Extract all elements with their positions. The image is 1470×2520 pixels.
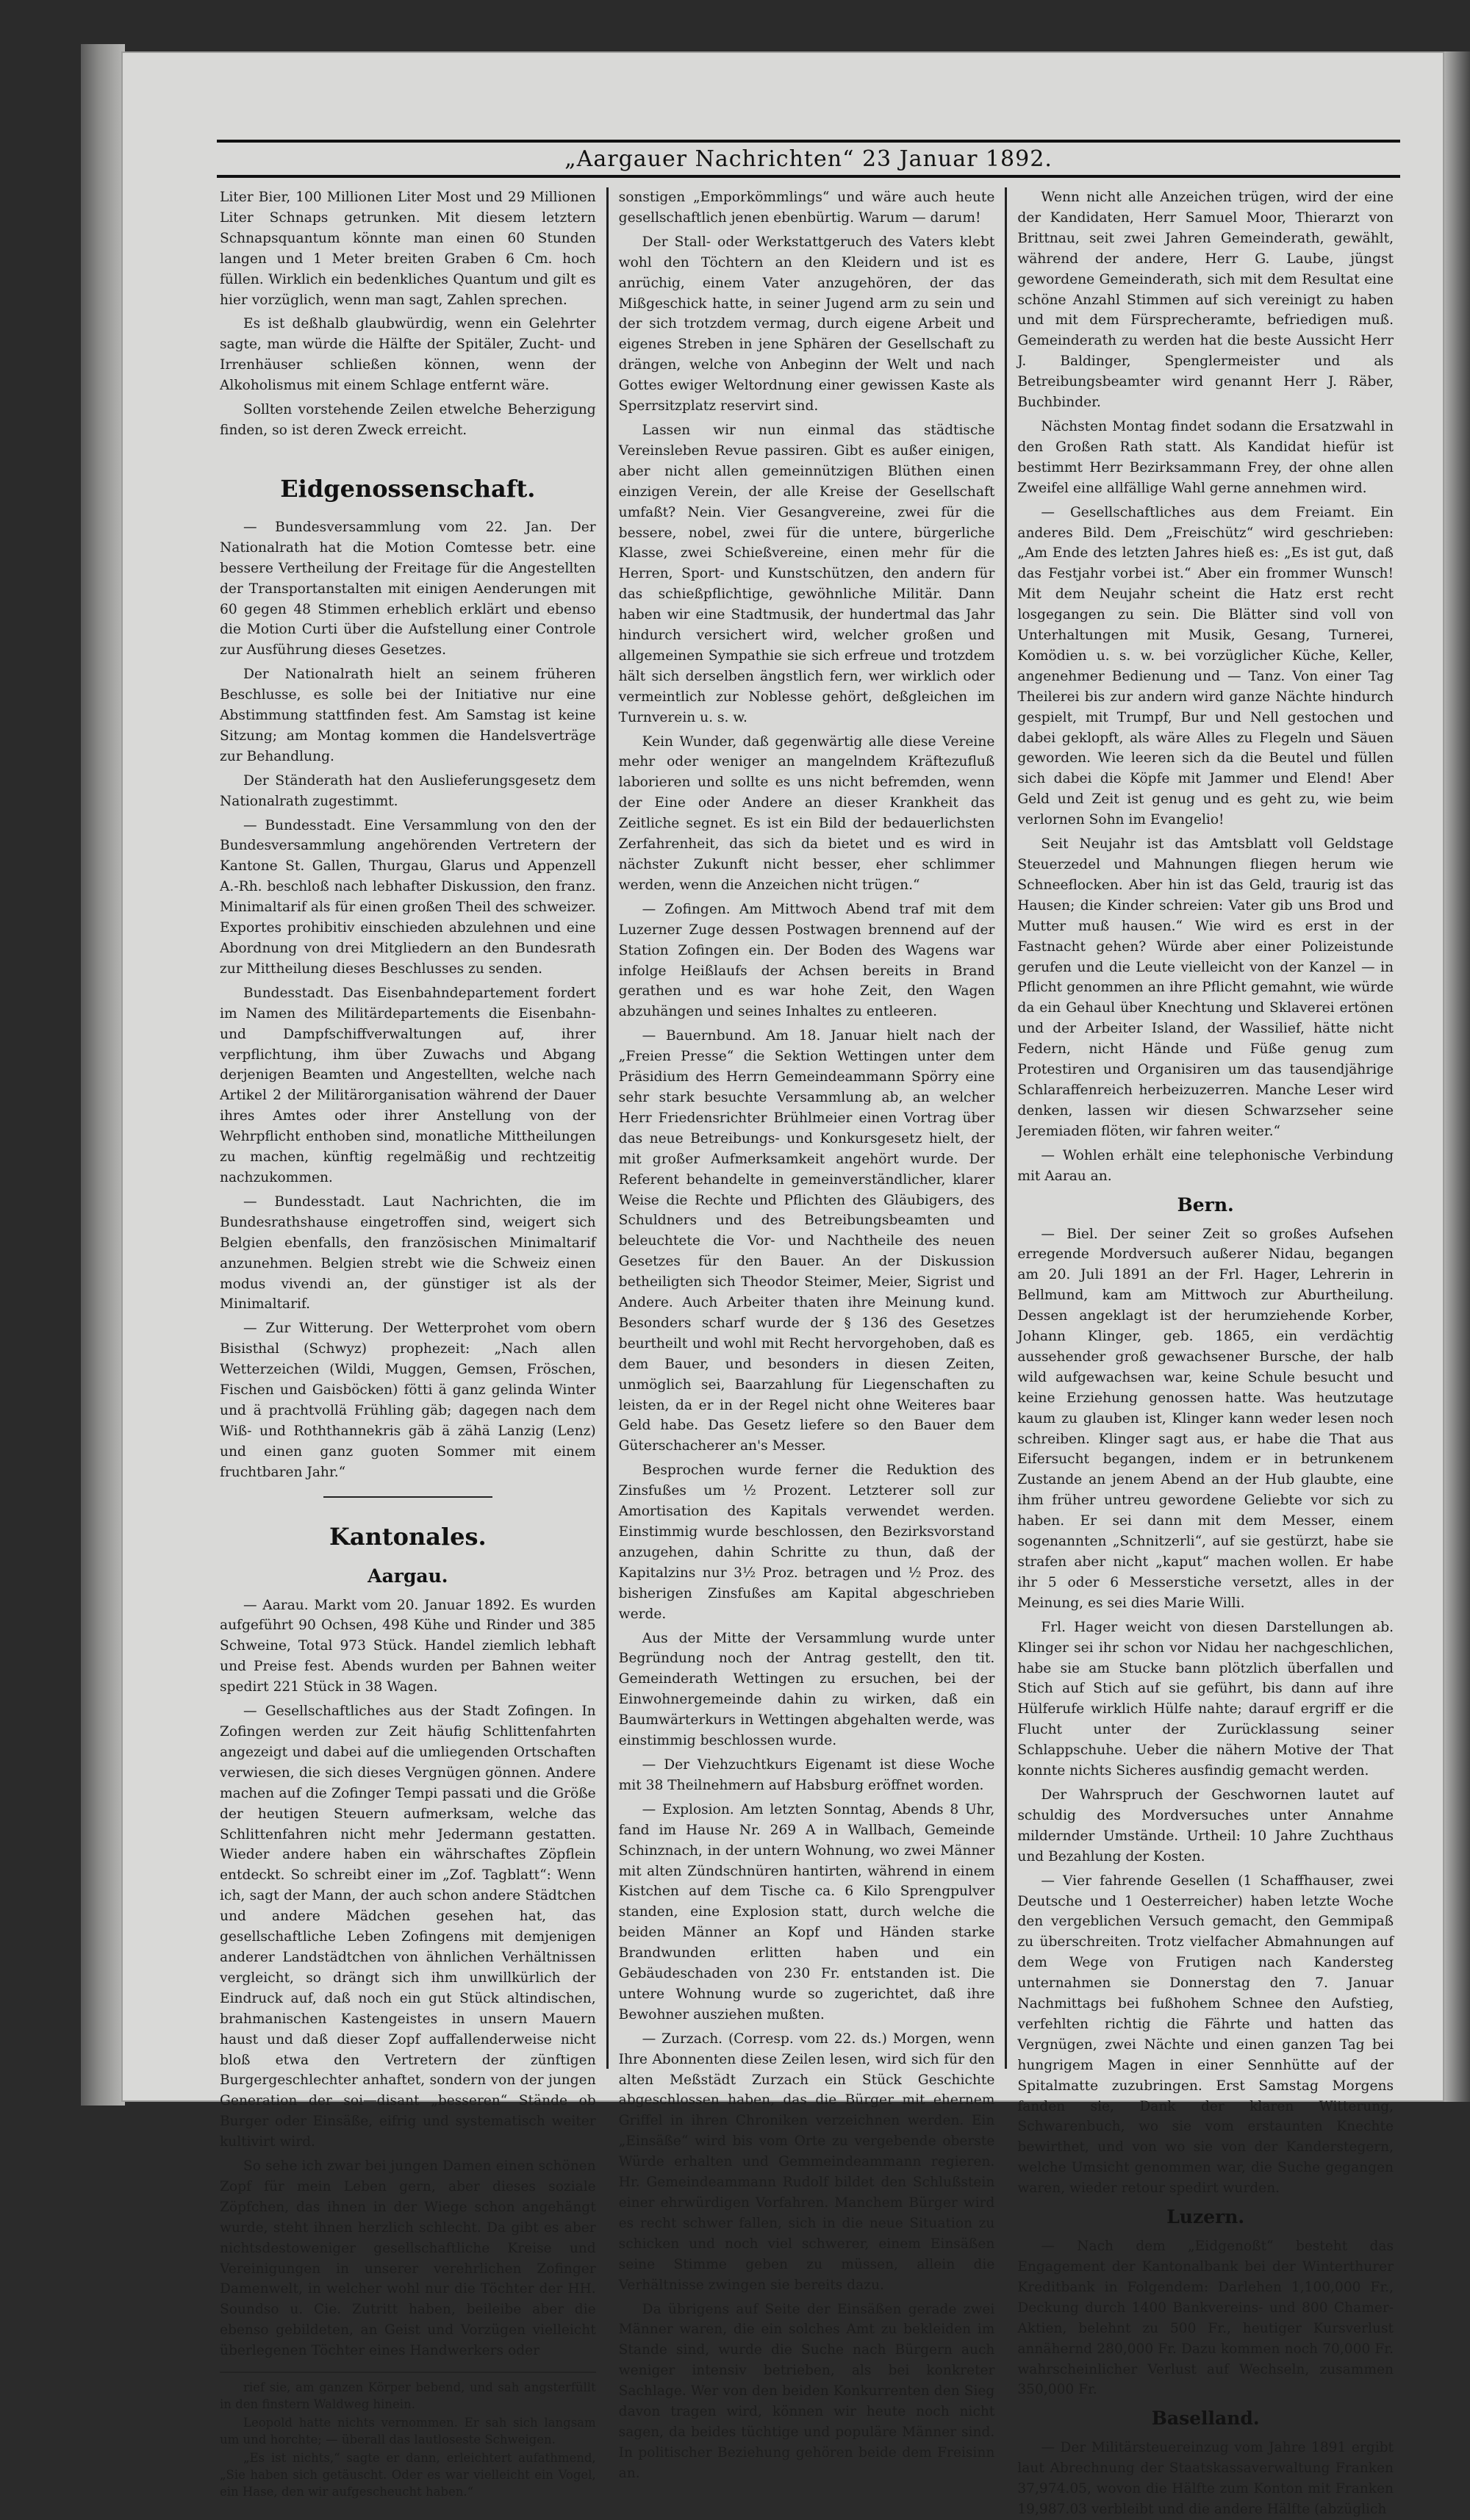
paragraph: — Bauernbund. Am 18. Januar hielt nach der „Freien Presse“ die Sektion Wettingen unter dem Präsidium des Herrn Gemeindeammann Spörry eine sehr stark besuchte Versammlung ab, an welcher Herr Friedensrichter Brühlmeier einen Vortrag über das neue Betreibungs- und Konkursgesetz hielt, der mit großer Aufmerksamkeit angehört wurde. Der Referent behandelte in gemeinverständlicher, klarer Weise die Rechte und Pflichten des Gläubigers, des Schuldners und des Betreibungsbeamten und beleuchtete die Vor- und Nachtheile des neuen Gesetzes für den Bauer. An der Diskussion betheiligten sich Theodor Steimer, Meier, Sigrist und Andere. Auch Arbeiter thaten ihre Meinung kund. Besonders scharf wurde der § 136 des Gesetzes beurtheilt und wohl mit Recht hervorgehoben, daß es dem Bauer, und besonders in diesen Zeiten, unmöglich sei, Baarzahlung für Liegenschaften zu leisten, da er in der Regel nicht ohne Weiteres baar Geld habe. Das Gesetz liefere so den Bauer dem Güterschacherer an's Messer. (618, 1028, 995, 1454)
paragraph: — Bundesstadt. Eine Versammlung von den der Bundesversammlung angehörenden Vertretern der Kantone St. Gallen, Thurgau, Glarus und Appenzell A.-Rh. beschloß nach lebhafter Diskussion, den franz. Minimaltarif als für einen großen Theil des schweizer. Exportes prohibitiv einschieden abzulehnen und eine Abordnung von drei Mitgliedern an den Bundesrath zur Mittheilung dieses Beschlusses zu senden. (220, 817, 596, 977)
paragraph: — Bundesversammlung vom 22. Jan. Der Nationalrath hat die Motion Comtesse betr. eine bessere Vertheilung der Freitage für die Angestellten der Transportanstalten mit einigen Aenderungen mit 60 gegen 48 Stimmen erheblich erklärt und ebenso die Motion Curti über die Aufstellung einer Controle zur Ausführung dieses Gesetzes. (220, 519, 596, 658)
paragraph: Der Wahrspruch der Geschwornen lautet auf schuldig des Mordversuches unter Annahme mildernder Umstände. Urtheil: 10 Jahre Zuchthaus und Bezahlung der Kosten. (1017, 1787, 1394, 1864)
paragraph: — Explosion. Am letzten Sonntag, Abends 8 Uhr, fand im Hause Nr. 269 A in Wallbach, Gemeinde Schinznach, in der untern Wohnung, wo zwei Männer mit alten Zündschnüren hantirten, während in einem Kistchen auf dem Tische ca. 6 Kilo Sprengpulver standen, eine Explosion statt, durch welche die beiden Männer an Kopf und Händen starke Brandwunden erlitten haben und ein Gebäudeschaden von 230 Fr. entstanden ist. Die untere Wohnung wurde so zugerichtet, daß ihre Bewohner ausziehen mußten. (618, 1801, 995, 2022)
paragraph: — Vier fahrende Gesellen (1 Schaffhauser, zwei Deutsche und 1 Oesterreicher) haben letzte Woche den vergeblichen Versuch gemacht, den Gemmipaß zu überschreiten. Trotz vielfacher Abmahnungen auf dem Wege von Frutigen nach Kandersteg unternahmen sie Donnerstag den 7. Januar Nachmittags bei fußhohem Schnee den Aufstieg, verfehlten richtig die Fährte und hatten das Vergnügen, zwei Nächte und einen ganzen Tag bei hungrigem Magen in einer Sennhütte auf der Spitalmatte zuzubringen. Erst Samstag Morgens fanden sie, Dank der klaren Witterung, Schwarenbuch, wo sie vom erstaunten Knechte bewirthet, und von wo sie von der Kanderstegern, welche Umsicht genommen war, die Suche gegangen waren, wieder retour spedirt wurden. (1017, 1873, 1394, 2197)
paragraph: — Zurzach. (Corresp. vom 22. ds.) Morgen, wenn Ihre Abonnenten diese Zeilen lesen, wird sich für den alten Meßstädt Zurzach ein Stück Geschichte abgeschlossen haben, das die Bürger mit ehernem Griffel in ihren Chroniken verzeichnen werden. Ein „Einsäße“ wird bis vom Orte zu vergebende oberste Würde erhalten und Gemmeindeammann regieren. Hr. Gemeindeammann Rudolf bildet den Schlußstein einer ehrwürdigen Vorfahren. Manchem Bürger wird es recht schwer fallen, sich in die neue Situation zu schicken und noch viel schwerer, einem Einsäßen seine Stimme geben zu müssen, allein die Verhältnisse zwingen sie bereits dazu. (618, 2031, 995, 2293)
column-1 (209, 187, 606, 2499)
paragraph: — Der Militärsteuereinzug vom Jahre 1891 ergibt laut Abrechnung der Staatskassaverwaltung Franken 37,974.05, wovon die Hälfte zum Konton mit Franken 19,987.03 verbleibt und die andere Hälfte (abzüglich (1017, 2440, 1394, 2518)
paragraph: — Gesellschaftliches aus dem Freiamt. Ein anderes Bild. Dem „Freischütz“ wird geschrieben: „Am Ende des letzten Jahres hieß es: „Es ist gut, daß das Festjahr vorbei ist.“ Aber ein frommer Wunsch! Mit dem Neujahr scheint die Hatz erst recht losgegangen zu sein. Die Blätter sind voll von Unterhaltungen mit Musik, Gesang, Turnerei, Komödien u. s. w. bei vorzüglicher Küche, Keller, angenehmer Bedienung und — Tanz. Von einer Tag Theilerei bis zur andern wird ganze Nächte hindurch gespielt, mit Trumpf, Bur und Nell gestochen und dabei geklopft, als wäre Alles zu Flegeln und Säuen geworden. Wie leeren sich da die Beutel und füllen sich dabei die Köpfe mit Jammer und Elend! Aber Geld und Zeit ist genug und es geht zu, wie beim verlornen Sohn im Evangelio! (1017, 504, 1394, 828)
section-heading: Eidgenossenschaft. (280, 474, 536, 503)
paragraph: Der Nationalrath hielt an seinem früheren Beschlusse, es solle bei der Initiative nur eine Abstimmung stattfinden fest. Am Samstag ist keine Sitzung; am Montag kommen die Handelsverträge zur Behandlung. (220, 667, 596, 764)
paragraph: — Bundesstadt. Laut Nachrichten, die im Bundesrathshause eingetroffen sind, weigert sich Belgien ebenfalls, den französischen Minimaltarif anzunehmen. Belgien strebt wie die Schweiz einen modus vivendi an, der günstiger ist als der Minimaltarif. (220, 1193, 596, 1313)
paragraph: — Der Viehzuchtkurs Eigenamt ist diese Woche mit 38 Theilnehmern auf Habsburg eröffnet worden. (618, 1756, 995, 1793)
paragraph: — Zofingen. Am Mittwoch Abend traf mit dem Luzerner Zuge dessen Postwagen brennend auf der Station Zofingen ein. Der Boden des Wagens war infolge Heißlaufs der Achsen bereits in Brand gerathen und es war hohe Zeit, den Wagen abzuhängen und seines Inhaltes zu entleeren. (618, 901, 995, 1020)
paragraph: Aus der Mitte der Versammlung wurde unter Begründung noch der Antrag gestellt, den tit. Gemeinderath Wettingen zu ersuchen, bei der Einwohnergemeinde dahin zu wirken, daß ein Baumwärterkurs in Wettingen abgehalten werde, was einstimmig beschlossen wurde. (618, 1630, 995, 1749)
subsection-heading: Luzern. (1166, 2206, 1245, 2228)
page-edge-right (1444, 51, 1470, 2102)
page-edge-left (81, 44, 125, 2106)
paragraph: — Aarau. Markt vom 20. Januar 1892. Es wurden aufgeführt 90 Ochsen, 498 Kühe und Rinder und 385 Schweine, Total 973 Stück. Handel ziemlich lebhaft und Preise fest. Abends wurden per Bahnen weiter spedirt 221 Stück in 38 Wagen. (220, 1597, 596, 1695)
paragraph: Lassen wir nun einmal das städtische Vereinsleben Revue passiren. Gibt es außer einigen, aber nicht allen gemeinnützigen Blüthen einen einzigen Verein, der alle Kreise der Gesellschaft umfaßt? Nein. Vier Gesangvereine, zwei für die bessere, nobel, zwei für die untere, bürgerliche Klasse, zwei Schießvereine, einen mehr für die Herren, Sport- und Kunstschützen, den andern für das schießpflichtige, gewöhnliche Militär. Dann haben wir eine Stadtmusik, der hundertmal das Jahr hindurch versichert wird, welcher großen und allgemeinen Sympathie sie sich erfreue und trotzdem hält sich derselben ängstlich fern, wer wirklich oder vermeintlich zur Noblesse gehört, deßgleichen im Turnverein u. s. w. (618, 422, 995, 725)
paragraph: So sehe ich zwar bei jungen Damen einen schönen Zopf für mein Leben gern, aber dieses soziale Zöpfchen, das ihnen in der Wiege schon angehängt wurde, steht ihnen herzlich schlecht. Da gibt es aber nichtsdestoweniger gesellschaftliche Kreise und Vereinigungen in unserer verehrlichen Zofinger Damenwelt, in welcher wohl nur die Töchter der HH. Soundso u. Cie. Zutritt haben, beileibe aber die ebenso gebildeten, an Geist und Vorzügen vielleicht überlegenen Töchter eines Handwerkers oder (220, 2158, 596, 2359)
paragraph: Besprochen wurde ferner die Reduktion des Zinsfußes um ½ Prozent. Letzterer soll zur Amortisation des Kapitals verwendet werden. Einstimmig wurde beschlossen, den Bezirksvorstand anzugehen, dahin Schritte zu thun, daß der Kapitalzins nur 3½ Proz. betragen und ½ Proz. des bisherigen Zinsfußes am Kapital abgeschrieben werde. (618, 1462, 995, 1622)
paragraph: Nächsten Montag findet sodann die Ersatzwahl in den Großen Rath statt. Als Kandidat hiefür ist bestimmt Herr Bezirksammann Frey, der ohne allen Zweifel eine allfällige Wahl gerne annehmen wird. (1017, 418, 1394, 496)
paragraph: Liter Bier, 100 Millionen Liter Most und 29 Millionen Liter Schnaps getrunken. Mit diesem letztern Schnapsquantum könnte man einen 60 Stunden langen und 1 Meter breiten Graben 6 Cm. hoch füllen. Wirklich ein bedenkliches Quantum und gilt es hier vorzüglich, wenn man sagt, Zahlen sprechen. (220, 190, 596, 308)
column-2 (606, 187, 1005, 2481)
header-title: „Aargauer Nachrichten“ 23 Januar 1892. (564, 146, 1053, 172)
column-3 (1005, 187, 1404, 2518)
paragraph: — Gesellschaftliches aus der Stadt Zofingen. In Zofingen werden zur Zeit häufig Schlittenfahrten angezeigt und dabei auf die umliegenden Ortschaften verwiesen, die sich dieses Vergnügen gönnen. Andere machen auf die Zofinger Tempi passati und die Größe der heutigen Steuern aufmerksam, welche das Schlittenfahren nicht mehr Jedermann gestatten. Wieder andere haben ein währschaftes Zöpflein entdeckt. So schreibt einer im „Zof. Tagblatt“: Wenn ich, sagt der Mann, der auch schon andere Städtchen und andere Mädchen gesehen hat, das gesellschaftliche Leben Zofingens mit demjenigen anderer Landstädtchen von ähnlichen Verhältnissen vergleicht, so drängt sich ihm unwillkürlich der Eindruck auf, daß noch ein gut Stück altindischen, brahmanischen Kastengeistes in unsern Mauern haust und daß dieser Zopf auffallenderweise nicht bloß etwa den Vertretern der zünftigen Burgergeschlechter anhaftet, sondern von der jungen Generation der soi—disant „besseren“ Stände ob Burger oder Einsäße, eifrig und systematisch weiter kultivirt wird. (220, 1704, 596, 2150)
subsection-heading: Aargau. (368, 1565, 448, 1587)
paragraph: — Biel. Der seiner Zeit so großes Aufsehen erregende Mordversuch außerer Nidau, begangen am 20. Juli 1891 an der Frl. Hager, Lehrerin in Bellmund, kam am Mittwoch zur Aburtheilung. Dessen angeklagt ist der herumziehende Korber, Johann Klinger, geb. 1865, ein verdächtig aussehender groß gewachsener Bursche, der halb wild aufgewachsen war, keine Schule besucht und keine Erziehung genossen hatte. Was heutzutage kaum zu glauben ist, Klinger kann weder lesen noch schreiben. Klinger sagt aus, er habe die That aus Eifersucht begangen, indem er in betrunkenem Zustande an jenem Abend an der Hub glaubte, eine ihm früher untreu gewordene Geliebte vor sich zu haben. Er sei dann mit dem Messer, einem sogenannten „Schnitzerli“, auf sie gestürzt, habe sie strafen aber nicht „kaput“ machen wollen. Er habe ihr 5 oder 6 Messerstiche versetzt, alles in der Meinung, es sei dies Marie Willi. (1017, 1226, 1394, 1611)
paragraph: — Wohlen erhält eine telephonische Verbindung mit Aarau an. (1017, 1147, 1394, 1184)
paragraph: Bundesstadt. Das Eisenbahndepartement fordert im Namen des Militärdepartements die Eisenbahn- und Dampfschiffverwaltungen auf, ihrer verpflichtung, ihm über Zuwachs und Abgang derjenigen Beamten und Angestellten, welche nach Artikel 2 der Militärorganisation während der Dauer ihres Amtes oder ihrer Anstellung von der Wehrpflicht enthoben sind, monatliche Mittheilungen zu machen, künftig regelmäßig und rechtzeitig nachzukommen. (220, 985, 596, 1185)
paragraph: Da übrigens auf Seite der Einsäßen gerade zwei Männer waren, die ein solches Amt zu bekleiden im Stande sind, wurde die Suche nach Bürgern auch weniger intensiv betrieben, als bei konkreter Sachlage. Wer von den beiden Konkurrenten den Sieg davon tragen wird, können wir heute noch nicht sagen, da beides tüchtige und populäre Männer sind. In politischer Beziehung gehören beide dem Freisinn an. (618, 2301, 995, 2481)
paragraph: — Nach dem „Eidgenoßt“ besteht das Engagement der Kantonalbank bei der Winterthurer Kreditbank in Folgendem: Darlehen 1,100,000 Fr., Deckung durch 1400 Bankvereins- und 800 Chamer-Aktien, belehnt zu 500 Fr., heutiger Kursverlust annähernd 280,000 Fr. Dazu kommen noch 70,000 Fr. wahrscheinlicher Verlust auf Wechseln, zusammen 350,000 Fr. (1017, 2239, 1394, 2398)
paragraph: Der Stall- oder Werkstattgeruch des Vaters klebt wohl den Töchtern an den Kleidern und ist es anrüchig, einem Vater anzugehören, der das Mißgeschick hatte, in seiner Jugend arm zu sein und der sich trotzdem vermag, durch eigene Arbeit und eigenes Streben in jene Sphären der Gesellschaft zu drängen, welche von Anbeginn der Welt und nach Gottes ewiger Weltordnung einer gewissen Kaste als Sperrsitzplatz reservirt sind. (618, 234, 995, 414)
page-header (217, 140, 1400, 178)
section-heading: Kantonales. (329, 1522, 487, 1551)
feuilleton-line: „Es ist nichts,“ sagte er dann, erleichtert aufathmend, „Sie haben sich getäuscht. Oder es war vielleicht ein Vogel, ein Hase, den wir aufgescheucht haben.“ (220, 2451, 596, 2499)
feuilleton-divider (220, 2372, 596, 2373)
paragraph: Sollten vorstehende Zeilen etwelche Beherzigung finden, so ist deren Zweck erreicht. (220, 402, 596, 438)
subsection-heading: Baselland. (1151, 2408, 1260, 2430)
paragraph: Es ist deßhalb glaubwürdig, wenn ein Gelehrter sagte, man würde die Hälfte der Spitäler, Zucht- und Irrenhäuser schließen können, wenn der Alkoholismus mit einem Schlage entfernt wäre. (220, 316, 596, 394)
paragraph: Kein Wunder, daß gegenwärtig alle diese Vereine mehr oder weniger an mangelndem Kräftezufluß laborieren und sollte es uns nicht befremden, wenn der Eine oder Andere an dieser Krankheit das Zeitliche segnet. Es ist ein Bild der bedauerlichsten Zerfahrenheit, das sich da bietet und es wird in nächster Zukunft nicht besser, eher schlimmer werden, wenn die Anzeichen nicht trügen.“ (618, 733, 995, 893)
feuilleton-line: Leopold hatte nichts vernommen. Er sah sich langsam um und horchte; — überall das lautloseste Schweigen. (220, 2416, 596, 2447)
paragraph: Frl. Hager weicht von diesen Darstellungen ab. Klinger sei ihr schon vor Nidau her nachgeschlichen, habe sie am Stucke bann plötzlich überfallen und Stich auf Stich auf sie geführt, bis dann auf ihre Hülferufe wirklich Hülfe nahte; darauf ergriff er die Flucht unter der Zurücklassung seiner Schlappschuhe. Ueber die nähern Motive der That konnte nichts Sicheres ausfindig gemacht werden. (1017, 1619, 1394, 1779)
columns (209, 187, 1404, 2518)
paragraph: Seit Neujahr ist das Amtsblatt voll Geldstage Steuerzedel und Mahnungen fliegen herum wie Schneeflocken. Aber hin ist das Geld, traurig ist das Hausen; die Kinder schreien: Vater gib uns Brod und Mutter muß hausen.“ Wie wird es erst in der Fastnacht gehen? Würde aber einer Polizeistunde gerufen und die Leute vielleicht von der Kanzel — in Pflicht genommen an ihre Pflicht gemahnt, wie würde da ein Gehaul über Knechtung und Sklaverei ertönen und der Arbeiter Island, der Wassilief, hätte nicht Federn, nicht Hände und Füße genug zum Protestiren und Organisiren um das tausendjährige Schlaraffenreich herbeizuzerren. Manche Leser wird denken, lassen wir diesen Schwarzseher seine Jeremiaden flöten, wir fahren weiter.“ (1017, 836, 1394, 1139)
paragraph: Wenn nicht alle Anzeichen trügen, wird der eine der Kandidaten, Herr Samuel Moor, Thierarzt von Brittnau, seit zwei Jahren Gemeinderath, gewählt, während der andere, Herr G. Laube, jüngst gewordene Gemeinderath, sich mit dem Resultat eine schöne Anzahl Stimmen auf sich vereinigt zu haben und mit dem Fürsprecheramte, befriedigen muß. Gemeinderath zu werden hat die beste Aussicht Herr J. Baldinger, Spenglermeister und als Betreibungsbeamter wird genannt Herr J. Räber, Buchbinder. (1017, 190, 1394, 411)
paragraph: — Zur Witterung. Der Wetterprohet vom obern Bisisthal (Schwyz) prophezeit: „Nach allen Wetterzeichen (Wildi, Muggen, Gemsen, Fröschen, Fischen und Gaisböcken) fötti ä ganz gelinda Winter und ä prachtvollä Frühling gäb; dagegen nach dem Wiß- und Roththannekris gäb ä zähä Lanzig (Lenz) und einen ganz guoten Sommer mit einem fruchtbaren Jahr.“ (220, 1321, 596, 1480)
paragraph: sonstigen „Emporkömmlings“ und wäre auch heute gesellschaftlich jenen ebenbürtig. Warum — darum! (618, 190, 995, 226)
subsection-heading: Bern. (1177, 1193, 1234, 1216)
divider (323, 1496, 492, 1498)
paragraph: Der Ständerath hat den Auslieferungsgesetz dem Nationalrath zugestimmt. (220, 772, 596, 809)
feuilleton-line: rief sie, am ganzen Körper bebend, und sah angsterfüllt in den finstern Waldweg hinein. (220, 2380, 596, 2412)
